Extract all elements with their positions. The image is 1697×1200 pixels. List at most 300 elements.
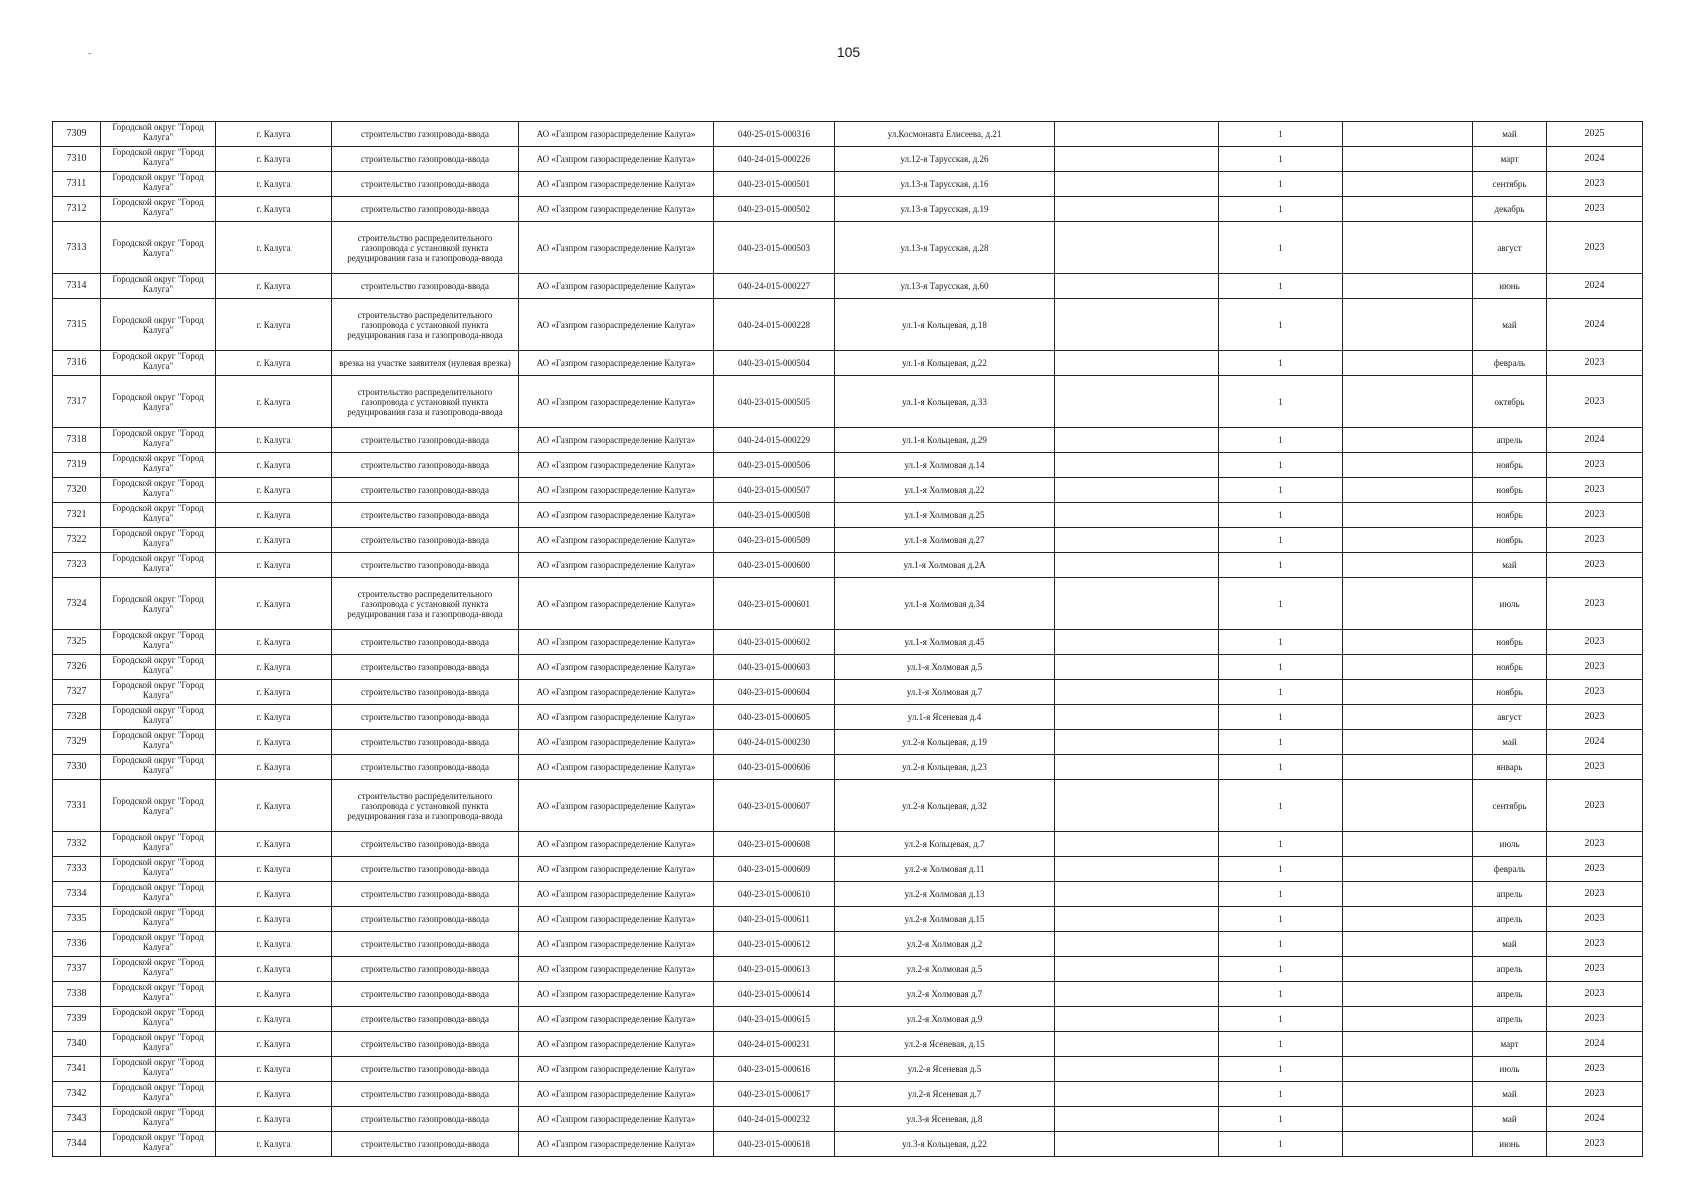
- locality-cell: г. Калуга: [216, 197, 332, 222]
- year-cell: 2023: [1547, 351, 1643, 376]
- address-cell: ул.2-я Кольцевая, д.19: [835, 730, 1055, 755]
- quantity-cell: 1: [1219, 428, 1343, 453]
- locality-cell: г. Калуга: [216, 982, 332, 1007]
- gasification-table: [52, 121, 1643, 1157]
- year-cell: 2023: [1547, 578, 1643, 630]
- table-row: [53, 1107, 1643, 1132]
- work-type-cell: [332, 832, 519, 857]
- address-cell: ул.2-я Кольцевая, д.23: [835, 755, 1055, 780]
- work-type-cell-text: строительство газопровода-ввода: [361, 460, 489, 470]
- empty-cell: [1055, 730, 1219, 755]
- table-row: [53, 172, 1643, 197]
- work-type-cell: [332, 503, 519, 528]
- empty-cell: [1343, 197, 1473, 222]
- work-type-cell: [332, 376, 519, 428]
- work-type-cell-text: строительство газопровода-ввода: [361, 1114, 489, 1124]
- table-row: [53, 1082, 1643, 1107]
- work-type-cell-text: строительство газопровода-ввода: [361, 637, 489, 647]
- year-cell: 2023: [1547, 630, 1643, 655]
- row-number: 7320: [53, 478, 101, 503]
- municipality-cell-text: Городской округ "Город Калуга": [112, 237, 204, 258]
- year-cell: 2023: [1547, 172, 1643, 197]
- work-type-cell-text: строительство газопровода-ввода: [361, 1064, 489, 1074]
- address-cell: ул.Космонавта Елисеева, д.21: [835, 122, 1055, 147]
- year-cell: 2023: [1547, 197, 1643, 222]
- table-row: [53, 528, 1643, 553]
- municipality-cell-text: Городской округ "Город Калуга": [112, 351, 204, 371]
- month-cell: ноябрь: [1473, 478, 1547, 503]
- address-cell: ул.1-я Холмовая д.5: [835, 655, 1055, 680]
- work-type-cell: [332, 655, 519, 680]
- table-row: [53, 299, 1643, 351]
- municipality-cell-text: Городской округ "Город Калуга": [112, 1032, 204, 1052]
- work-type-cell: [332, 982, 519, 1007]
- address-cell: ул.1-я Кольцевая, д.18: [835, 299, 1055, 351]
- object-code-cell: 040-23-015-000602: [714, 630, 835, 655]
- year-cell: 2023: [1547, 453, 1643, 478]
- locality-cell: г. Калуга: [216, 351, 332, 376]
- municipality-cell: [101, 1007, 216, 1032]
- address-cell: ул.2-я Ясеневая д.7: [835, 1082, 1055, 1107]
- work-type-cell: [332, 630, 519, 655]
- work-type-cell: [332, 274, 519, 299]
- row-number: 7336: [53, 932, 101, 957]
- municipality-cell: [101, 274, 216, 299]
- address-cell: ул.1-я Кольцевая, д.33: [835, 376, 1055, 428]
- work-type-cell: [332, 1007, 519, 1032]
- table-row: [53, 274, 1643, 299]
- address-cell: ул.2-я Холмовая д.7: [835, 982, 1055, 1007]
- organization-cell: АО «Газпром газораспределение Калуга»: [519, 832, 714, 857]
- year-cell: 2023: [1547, 528, 1643, 553]
- month-cell: октябрь: [1473, 376, 1547, 428]
- work-type-cell-text: строительство газопровода-ввода: [361, 864, 489, 874]
- empty-cell: [1055, 578, 1219, 630]
- municipality-cell-text: Городской округ "Город Калуга": [112, 1132, 204, 1152]
- month-cell: ноябрь: [1473, 503, 1547, 528]
- empty-cell: [1343, 376, 1473, 428]
- table-row: [53, 832, 1643, 857]
- row-number: 7340: [53, 1032, 101, 1057]
- row-number: 7335: [53, 907, 101, 932]
- municipality-cell-text: Городской округ "Город Калуга": [112, 197, 204, 217]
- scan-mark: ˜: [88, 52, 92, 63]
- year-cell: 2023: [1547, 553, 1643, 578]
- municipality-cell: [101, 1082, 216, 1107]
- object-code-cell: 040-23-015-000505: [714, 376, 835, 428]
- municipality-cell-text: Городской округ "Город Калуга": [112, 391, 204, 412]
- work-type-cell: [332, 755, 519, 780]
- month-cell: май: [1473, 932, 1547, 957]
- municipality-cell: [101, 428, 216, 453]
- organization-cell: АО «Газпром газораспределение Калуга»: [519, 907, 714, 932]
- work-type-cell: [332, 857, 519, 882]
- empty-cell: [1343, 755, 1473, 780]
- quantity-cell: 1: [1219, 122, 1343, 147]
- work-type-cell-text: строительство газопровода-ввода: [361, 154, 489, 164]
- year-cell: 2023: [1547, 857, 1643, 882]
- table-row: [53, 222, 1643, 274]
- address-cell: ул.13-я Тарусская, д.60: [835, 274, 1055, 299]
- empty-cell: [1343, 528, 1473, 553]
- object-code-cell: 040-23-015-000601: [714, 578, 835, 630]
- locality-cell: г. Калуга: [216, 1007, 332, 1032]
- row-number: 7334: [53, 882, 101, 907]
- locality-cell: г. Калуга: [216, 478, 332, 503]
- month-cell: январь: [1473, 755, 1547, 780]
- table-row: [53, 553, 1643, 578]
- year-cell: 2023: [1547, 655, 1643, 680]
- organization-cell: АО «Газпром газораспределение Калуга»: [519, 1107, 714, 1132]
- year-cell: 2023: [1547, 680, 1643, 705]
- empty-cell: [1343, 882, 1473, 907]
- organization-cell: АО «Газпром газораспределение Калуга»: [519, 730, 714, 755]
- quantity-cell: 1: [1219, 957, 1343, 982]
- table-row: [53, 376, 1643, 428]
- empty-cell: [1343, 222, 1473, 274]
- empty-cell: [1055, 630, 1219, 655]
- municipality-cell-text: Городской округ "Город Калуга": [112, 428, 204, 448]
- table-row: [53, 932, 1643, 957]
- row-number: 7337: [53, 957, 101, 982]
- organization-cell: АО «Газпром газораспределение Калуга»: [519, 680, 714, 705]
- object-code-cell: 040-23-015-000501: [714, 172, 835, 197]
- address-cell: ул.3-я Ясеневая, д.8: [835, 1107, 1055, 1132]
- organization-cell: АО «Газпром газораспределение Калуга»: [519, 197, 714, 222]
- quantity-cell: 1: [1219, 1007, 1343, 1032]
- empty-cell: [1055, 1057, 1219, 1082]
- year-cell: 2023: [1547, 755, 1643, 780]
- empty-cell: [1055, 528, 1219, 553]
- row-number: 7324: [53, 578, 101, 630]
- year-cell: 2024: [1547, 299, 1643, 351]
- object-code-cell: 040-23-015-000506: [714, 453, 835, 478]
- year-cell: 2023: [1547, 376, 1643, 428]
- empty-cell: [1055, 428, 1219, 453]
- quantity-cell: 1: [1219, 578, 1343, 630]
- municipality-cell-text: Городской округ "Город Калуга": [112, 982, 204, 1002]
- address-cell: ул.1-я Ясеневая д.4: [835, 705, 1055, 730]
- month-cell: март: [1473, 1032, 1547, 1057]
- row-number: 7312: [53, 197, 101, 222]
- work-type-cell: [332, 453, 519, 478]
- empty-cell: [1055, 122, 1219, 147]
- work-type-cell: [332, 1132, 519, 1157]
- locality-cell: г. Калуга: [216, 1132, 332, 1157]
- address-cell: ул.1-я Холмовая д.22: [835, 478, 1055, 503]
- locality-cell: г. Калуга: [216, 172, 332, 197]
- work-type-cell-text: строительство газопровода-ввода: [361, 662, 489, 672]
- year-cell: 2023: [1547, 1132, 1643, 1157]
- month-cell: декабрь: [1473, 197, 1547, 222]
- work-type-cell: [332, 299, 519, 351]
- municipality-cell-text: Городской округ "Город Калуга": [112, 503, 204, 523]
- year-cell: 2025: [1547, 122, 1643, 147]
- municipality-cell-text: Городской округ "Город Калуга": [112, 832, 204, 852]
- address-cell: ул.1-я Холмовая д.45: [835, 630, 1055, 655]
- empty-cell: [1055, 655, 1219, 680]
- work-type-cell-text: строительство распределительного газопровода с установкой пункта редуцирования газа и газопровода-ввода: [347, 232, 503, 263]
- work-type-cell-text: строительство газопровода-ввода: [361, 914, 489, 924]
- empty-cell: [1343, 957, 1473, 982]
- empty-cell: [1055, 832, 1219, 857]
- work-type-cell: [332, 528, 519, 553]
- table-row: [53, 957, 1643, 982]
- empty-cell: [1343, 630, 1473, 655]
- municipality-cell: [101, 1107, 216, 1132]
- year-cell: 2024: [1547, 1107, 1643, 1132]
- month-cell: ноябрь: [1473, 528, 1547, 553]
- table-row: [53, 578, 1643, 630]
- month-cell: ноябрь: [1473, 453, 1547, 478]
- table-row: [53, 1057, 1643, 1082]
- row-number: 7323: [53, 553, 101, 578]
- quantity-cell: 1: [1219, 705, 1343, 730]
- locality-cell: г. Калуга: [216, 730, 332, 755]
- municipality-cell-text: Городской округ "Город Калуга": [112, 1007, 204, 1027]
- work-type-cell-text: строительство газопровода-ввода: [361, 560, 489, 570]
- row-number: 7329: [53, 730, 101, 755]
- empty-cell: [1343, 857, 1473, 882]
- work-type-cell-text: строительство газопровода-ввода: [361, 510, 489, 520]
- municipality-cell: [101, 351, 216, 376]
- quantity-cell: 1: [1219, 274, 1343, 299]
- work-type-cell: [332, 578, 519, 630]
- municipality-cell: [101, 147, 216, 172]
- object-code-cell: 040-23-015-000509: [714, 528, 835, 553]
- organization-cell: АО «Газпром газораспределение Калуга»: [519, 428, 714, 453]
- empty-cell: [1055, 503, 1219, 528]
- work-type-cell-text: строительство газопровода-ввода: [361, 889, 489, 899]
- work-type-cell-text: строительство газопровода-ввода: [361, 535, 489, 545]
- municipality-cell: [101, 730, 216, 755]
- row-number: 7322: [53, 528, 101, 553]
- object-code-cell: 040-23-015-000616: [714, 1057, 835, 1082]
- work-type-cell-text: строительство газопровода-ввода: [361, 1039, 489, 1049]
- work-type-cell: [332, 197, 519, 222]
- empty-cell: [1343, 172, 1473, 197]
- month-cell: сентябрь: [1473, 780, 1547, 832]
- month-cell: июль: [1473, 1057, 1547, 1082]
- empty-cell: [1343, 1107, 1473, 1132]
- work-type-cell-text: строительство газопровода-ввода: [361, 1139, 489, 1149]
- empty-cell: [1055, 680, 1219, 705]
- locality-cell: г. Калуга: [216, 528, 332, 553]
- address-cell: ул.1-я Холмовая д.14: [835, 453, 1055, 478]
- empty-cell: [1343, 122, 1473, 147]
- locality-cell: г. Калуга: [216, 882, 332, 907]
- municipality-cell-text: Городской округ "Город Калуга": [112, 1057, 204, 1077]
- year-cell: 2023: [1547, 982, 1643, 1007]
- year-cell: 2023: [1547, 1007, 1643, 1032]
- empty-cell: [1055, 299, 1219, 351]
- address-cell: ул.2-я Холмовая д.11: [835, 857, 1055, 882]
- work-type-cell-text: строительство газопровода-ввода: [361, 939, 489, 949]
- organization-cell: АО «Газпром газораспределение Калуга»: [519, 478, 714, 503]
- municipality-cell: [101, 705, 216, 730]
- table-row: [53, 755, 1643, 780]
- year-cell: 2024: [1547, 730, 1643, 755]
- municipality-cell-text: Городской округ "Город Калуга": [112, 1107, 204, 1127]
- address-cell: ул.1-я Холмовая д.25: [835, 503, 1055, 528]
- locality-cell: г. Калуга: [216, 932, 332, 957]
- organization-cell: АО «Газпром газораспределение Калуга»: [519, 705, 714, 730]
- month-cell: апрель: [1473, 907, 1547, 932]
- object-code-cell: 040-24-015-000230: [714, 730, 835, 755]
- object-code-cell: 040-23-015-000507: [714, 478, 835, 503]
- quantity-cell: 1: [1219, 299, 1343, 351]
- row-number: 7309: [53, 122, 101, 147]
- year-cell: 2023: [1547, 907, 1643, 932]
- table-row: [53, 780, 1643, 832]
- table-row: [53, 882, 1643, 907]
- table-row: [53, 197, 1643, 222]
- locality-cell: г. Калуга: [216, 907, 332, 932]
- empty-cell: [1055, 1007, 1219, 1032]
- empty-cell: [1343, 578, 1473, 630]
- month-cell: май: [1473, 122, 1547, 147]
- municipality-cell-text: Городской округ "Город Калуга": [112, 1082, 204, 1102]
- address-cell: ул.1-я Холмовая д.34: [835, 578, 1055, 630]
- municipality-cell: [101, 172, 216, 197]
- work-type-cell: [332, 705, 519, 730]
- municipality-cell-text: Городской округ "Город Калуга": [112, 172, 204, 192]
- month-cell: сентябрь: [1473, 172, 1547, 197]
- empty-cell: [1343, 478, 1473, 503]
- row-number: 7331: [53, 780, 101, 832]
- quantity-cell: 1: [1219, 932, 1343, 957]
- municipality-cell: [101, 832, 216, 857]
- table-row: [53, 478, 1643, 503]
- empty-cell: [1055, 932, 1219, 957]
- municipality-cell-text: Городской округ "Город Калуга": [112, 147, 204, 167]
- address-cell: ул.2-я Холмовая д.9: [835, 1007, 1055, 1032]
- locality-cell: г. Калуга: [216, 222, 332, 274]
- municipality-cell: [101, 1032, 216, 1057]
- empty-cell: [1343, 1132, 1473, 1157]
- empty-cell: [1055, 376, 1219, 428]
- address-cell: ул.2-я Кольцевая, д.7: [835, 832, 1055, 857]
- work-type-cell-text: строительство газопровода-ввода: [361, 435, 489, 445]
- address-cell: ул.1-я Кольцевая, д.22: [835, 351, 1055, 376]
- work-type-cell-text: строительство газопровода-ввода: [361, 712, 489, 722]
- object-code-cell: 040-23-015-000600: [714, 553, 835, 578]
- table-row: [53, 1132, 1643, 1157]
- year-cell: 2023: [1547, 503, 1643, 528]
- municipality-cell-text: Городской округ "Город Калуга": [112, 957, 204, 977]
- municipality-cell: [101, 503, 216, 528]
- work-type-cell: [332, 680, 519, 705]
- quantity-cell: 1: [1219, 755, 1343, 780]
- work-type-cell-text: строительство газопровода-ввода: [361, 737, 489, 747]
- object-code-cell: 040-24-015-000226: [714, 147, 835, 172]
- organization-cell: АО «Газпром газораспределение Калуга»: [519, 351, 714, 376]
- quantity-cell: 1: [1219, 982, 1343, 1007]
- municipality-cell-text: Городской округ "Город Калуга": [112, 274, 204, 294]
- object-code-cell: 040-25-015-000316: [714, 122, 835, 147]
- locality-cell: г. Калуга: [216, 857, 332, 882]
- municipality-cell: [101, 122, 216, 147]
- object-code-cell: 040-23-015-000606: [714, 755, 835, 780]
- work-type-cell: [332, 907, 519, 932]
- month-cell: май: [1473, 553, 1547, 578]
- work-type-cell-text: строительство газопровода-ввода: [361, 839, 489, 849]
- object-code-cell: 040-24-015-000229: [714, 428, 835, 453]
- quantity-cell: 1: [1219, 1032, 1343, 1057]
- municipality-cell: [101, 655, 216, 680]
- organization-cell: АО «Газпром газораспределение Калуга»: [519, 1057, 714, 1082]
- quantity-cell: 1: [1219, 453, 1343, 478]
- organization-cell: АО «Газпром газораспределение Калуга»: [519, 274, 714, 299]
- locality-cell: г. Калуга: [216, 1032, 332, 1057]
- year-cell: 2023: [1547, 1082, 1643, 1107]
- row-number: 7330: [53, 755, 101, 780]
- quantity-cell: 1: [1219, 907, 1343, 932]
- table-row: [53, 730, 1643, 755]
- organization-cell: АО «Газпром газораспределение Калуга»: [519, 299, 714, 351]
- municipality-cell-text: Городской округ "Город Калуга": [112, 705, 204, 725]
- organization-cell: АО «Газпром газораспределение Калуга»: [519, 122, 714, 147]
- municipality-cell-text: Городской округ "Город Калуга": [112, 655, 204, 675]
- object-code-cell: 040-23-015-000608: [714, 832, 835, 857]
- work-type-cell: [332, 1082, 519, 1107]
- empty-cell: [1055, 1132, 1219, 1157]
- work-type-cell-text: врезка на участке заявителя (нулевая врезка): [339, 358, 511, 368]
- work-type-cell: [332, 222, 519, 274]
- address-cell: ул.2-я Ясеневая, д.15: [835, 1032, 1055, 1057]
- empty-cell: [1055, 907, 1219, 932]
- object-code-cell: 040-23-015-000502: [714, 197, 835, 222]
- row-number: 7328: [53, 705, 101, 730]
- work-type-cell: [332, 1032, 519, 1057]
- table-row: [53, 680, 1643, 705]
- address-cell: ул.1-я Кольцевая, д.29: [835, 428, 1055, 453]
- quantity-cell: 1: [1219, 857, 1343, 882]
- quantity-cell: 1: [1219, 147, 1343, 172]
- object-code-cell: 040-24-015-000232: [714, 1107, 835, 1132]
- empty-cell: [1343, 453, 1473, 478]
- work-type-cell: [332, 882, 519, 907]
- row-number: 7314: [53, 274, 101, 299]
- empty-cell: [1343, 780, 1473, 832]
- month-cell: февраль: [1473, 351, 1547, 376]
- object-code-cell: 040-23-015-000508: [714, 503, 835, 528]
- organization-cell: АО «Газпром газораспределение Калуга»: [519, 655, 714, 680]
- object-code-cell: 040-23-015-000614: [714, 982, 835, 1007]
- quantity-cell: 1: [1219, 655, 1343, 680]
- table-row: [53, 122, 1643, 147]
- locality-cell: г. Калуга: [216, 553, 332, 578]
- year-cell: 2023: [1547, 1057, 1643, 1082]
- municipality-cell: [101, 882, 216, 907]
- work-type-cell: [332, 478, 519, 503]
- year-cell: 2023: [1547, 780, 1643, 832]
- empty-cell: [1343, 705, 1473, 730]
- empty-cell: [1343, 428, 1473, 453]
- empty-cell: [1055, 705, 1219, 730]
- organization-cell: АО «Газпром газораспределение Калуга»: [519, 147, 714, 172]
- month-cell: май: [1473, 730, 1547, 755]
- empty-cell: [1055, 478, 1219, 503]
- month-cell: ноябрь: [1473, 655, 1547, 680]
- work-type-cell-text: строительство распределительного газопровода с установкой пункта редуцирования газа и газопровода-ввода: [347, 386, 503, 417]
- year-cell: 2023: [1547, 882, 1643, 907]
- work-type-cell-text: строительство газопровода-ввода: [361, 179, 489, 189]
- month-cell: май: [1473, 1082, 1547, 1107]
- organization-cell: АО «Газпром газораспределение Калуга»: [519, 376, 714, 428]
- year-cell: 2023: [1547, 832, 1643, 857]
- address-cell: ул.2-я Холмовая д.15: [835, 907, 1055, 932]
